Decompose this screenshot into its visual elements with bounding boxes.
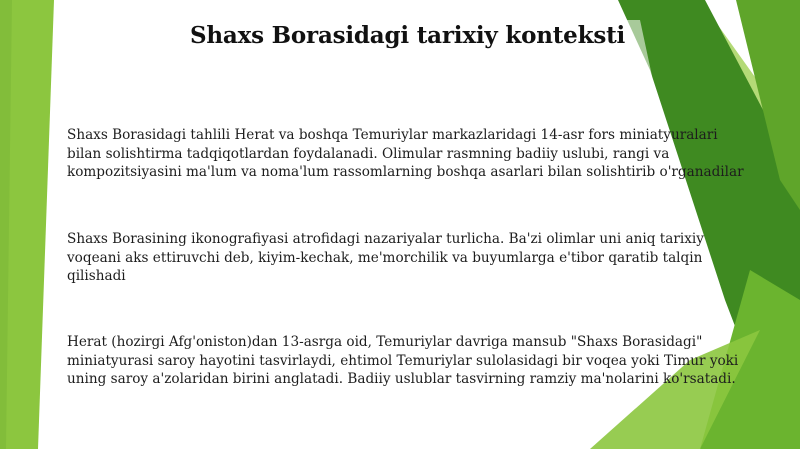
paragraph-comparative-analysis: Shaxs Borasidagi tahlili Herat va boshqa Temuriylar markazlaridagi 14-asr fors miniatyuralari bilan solishtirma tadqiqotlardan foydalanadi. Olimular rasmning badiiy uslubi, rangi va kompozitsiyasini ma'lum va noma'lum rassomlarning boshqa asarlari bilan solishtirib o'rganadilar [67,127,744,180]
slide-title: Shaxs Borasidagi tarixiy konteksti [189,22,626,49]
paragraph-iconography: Shaxs Borasining ikonografiyasi atrofidagi nazariyalar turlicha. Ba'zi olimlar uni aniq tarixiy voqeani aks ettiruvchi deb, kiyim-kechak, me'morchilik va buyumlarga e'tibor qaratib talqin qilishadi [67,231,704,284]
paragraph-historical-origin: Herat (hozirgi Afg'oniston)dan 13-asrga oid, Temuriylar davriga mansub "Shaxs Borasidagi" miniatyurasi saroy hayotini tasvirlaydi, ehtimol Temuriylar sulolasidagi bir voqea yoki Timur yoki uning saroy a'zolaridan birini anglatadi. Badiiy uslublar tasvirning ramziy ma'nolarini ko'rsatadi. [67,334,739,387]
